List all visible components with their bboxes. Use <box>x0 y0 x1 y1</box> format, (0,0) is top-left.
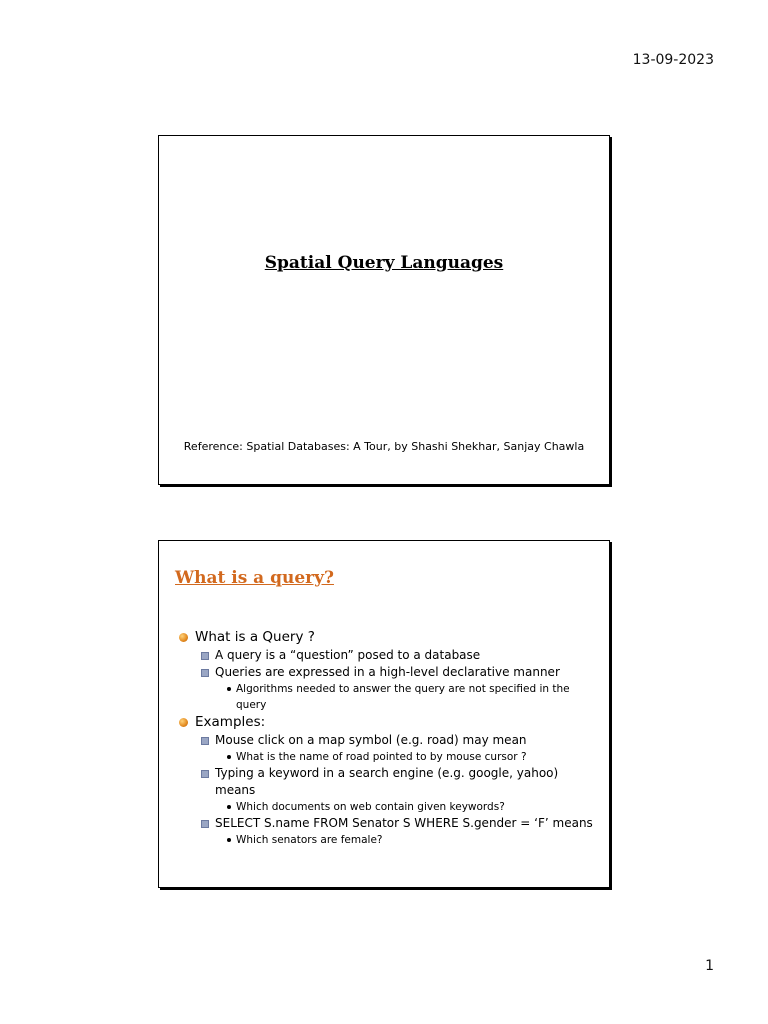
bullet-item: What is a Query ? <box>177 628 601 647</box>
bullet-item: SELECT S.name FROM Senator S WHERE S.gender = ‘F’ means <box>177 815 601 832</box>
bullet-item: Mouse click on a map symbol (e.g. road) may mean <box>177 732 601 749</box>
dot-bullet-icon <box>227 838 231 842</box>
square-bullet-icon <box>201 669 209 677</box>
square-bullet-icon <box>201 652 209 660</box>
slide-1 <box>158 135 610 485</box>
slide-2 <box>158 540 610 888</box>
slide-2-bullet-list <box>177 628 601 848</box>
slide-1-title: Spatial Query Languages <box>264 253 504 273</box>
bullet-item: Algorithms needed to answer the query are not specified in the query <box>177 681 601 713</box>
bullet-item: Which senators are female? <box>177 832 601 848</box>
bullet-item: A query is a “question” posed to a database <box>177 647 601 664</box>
dot-bullet-icon <box>227 687 231 691</box>
dot-bullet-icon <box>227 805 231 809</box>
bullet-item: Examples: <box>177 713 601 732</box>
square-bullet-icon <box>201 820 209 828</box>
bullet-item: Which documents on web contain given keywords? <box>177 799 601 815</box>
bullet-item: Typing a keyword in a search engine (e.g. google, yahoo) means <box>177 765 601 799</box>
bullet-item: What is the name of road pointed to by mouse cursor ? <box>177 749 601 765</box>
square-bullet-icon <box>201 737 209 745</box>
square-bullet-icon <box>201 770 209 778</box>
orange-bullet-icon <box>179 633 188 642</box>
page-date: 13-09-2023 <box>632 52 714 68</box>
bullet-item: Queries are expressed in a high-level declarative manner <box>177 664 601 681</box>
slide-1-reference: Reference: Spatial Databases: A Tour, by Shashi Shekhar, Sanjay Chawla <box>183 440 585 453</box>
dot-bullet-icon <box>227 755 231 759</box>
slide-2-title: What is a query? <box>175 568 334 588</box>
orange-bullet-icon <box>179 718 188 727</box>
page-number: 1 <box>705 958 714 974</box>
